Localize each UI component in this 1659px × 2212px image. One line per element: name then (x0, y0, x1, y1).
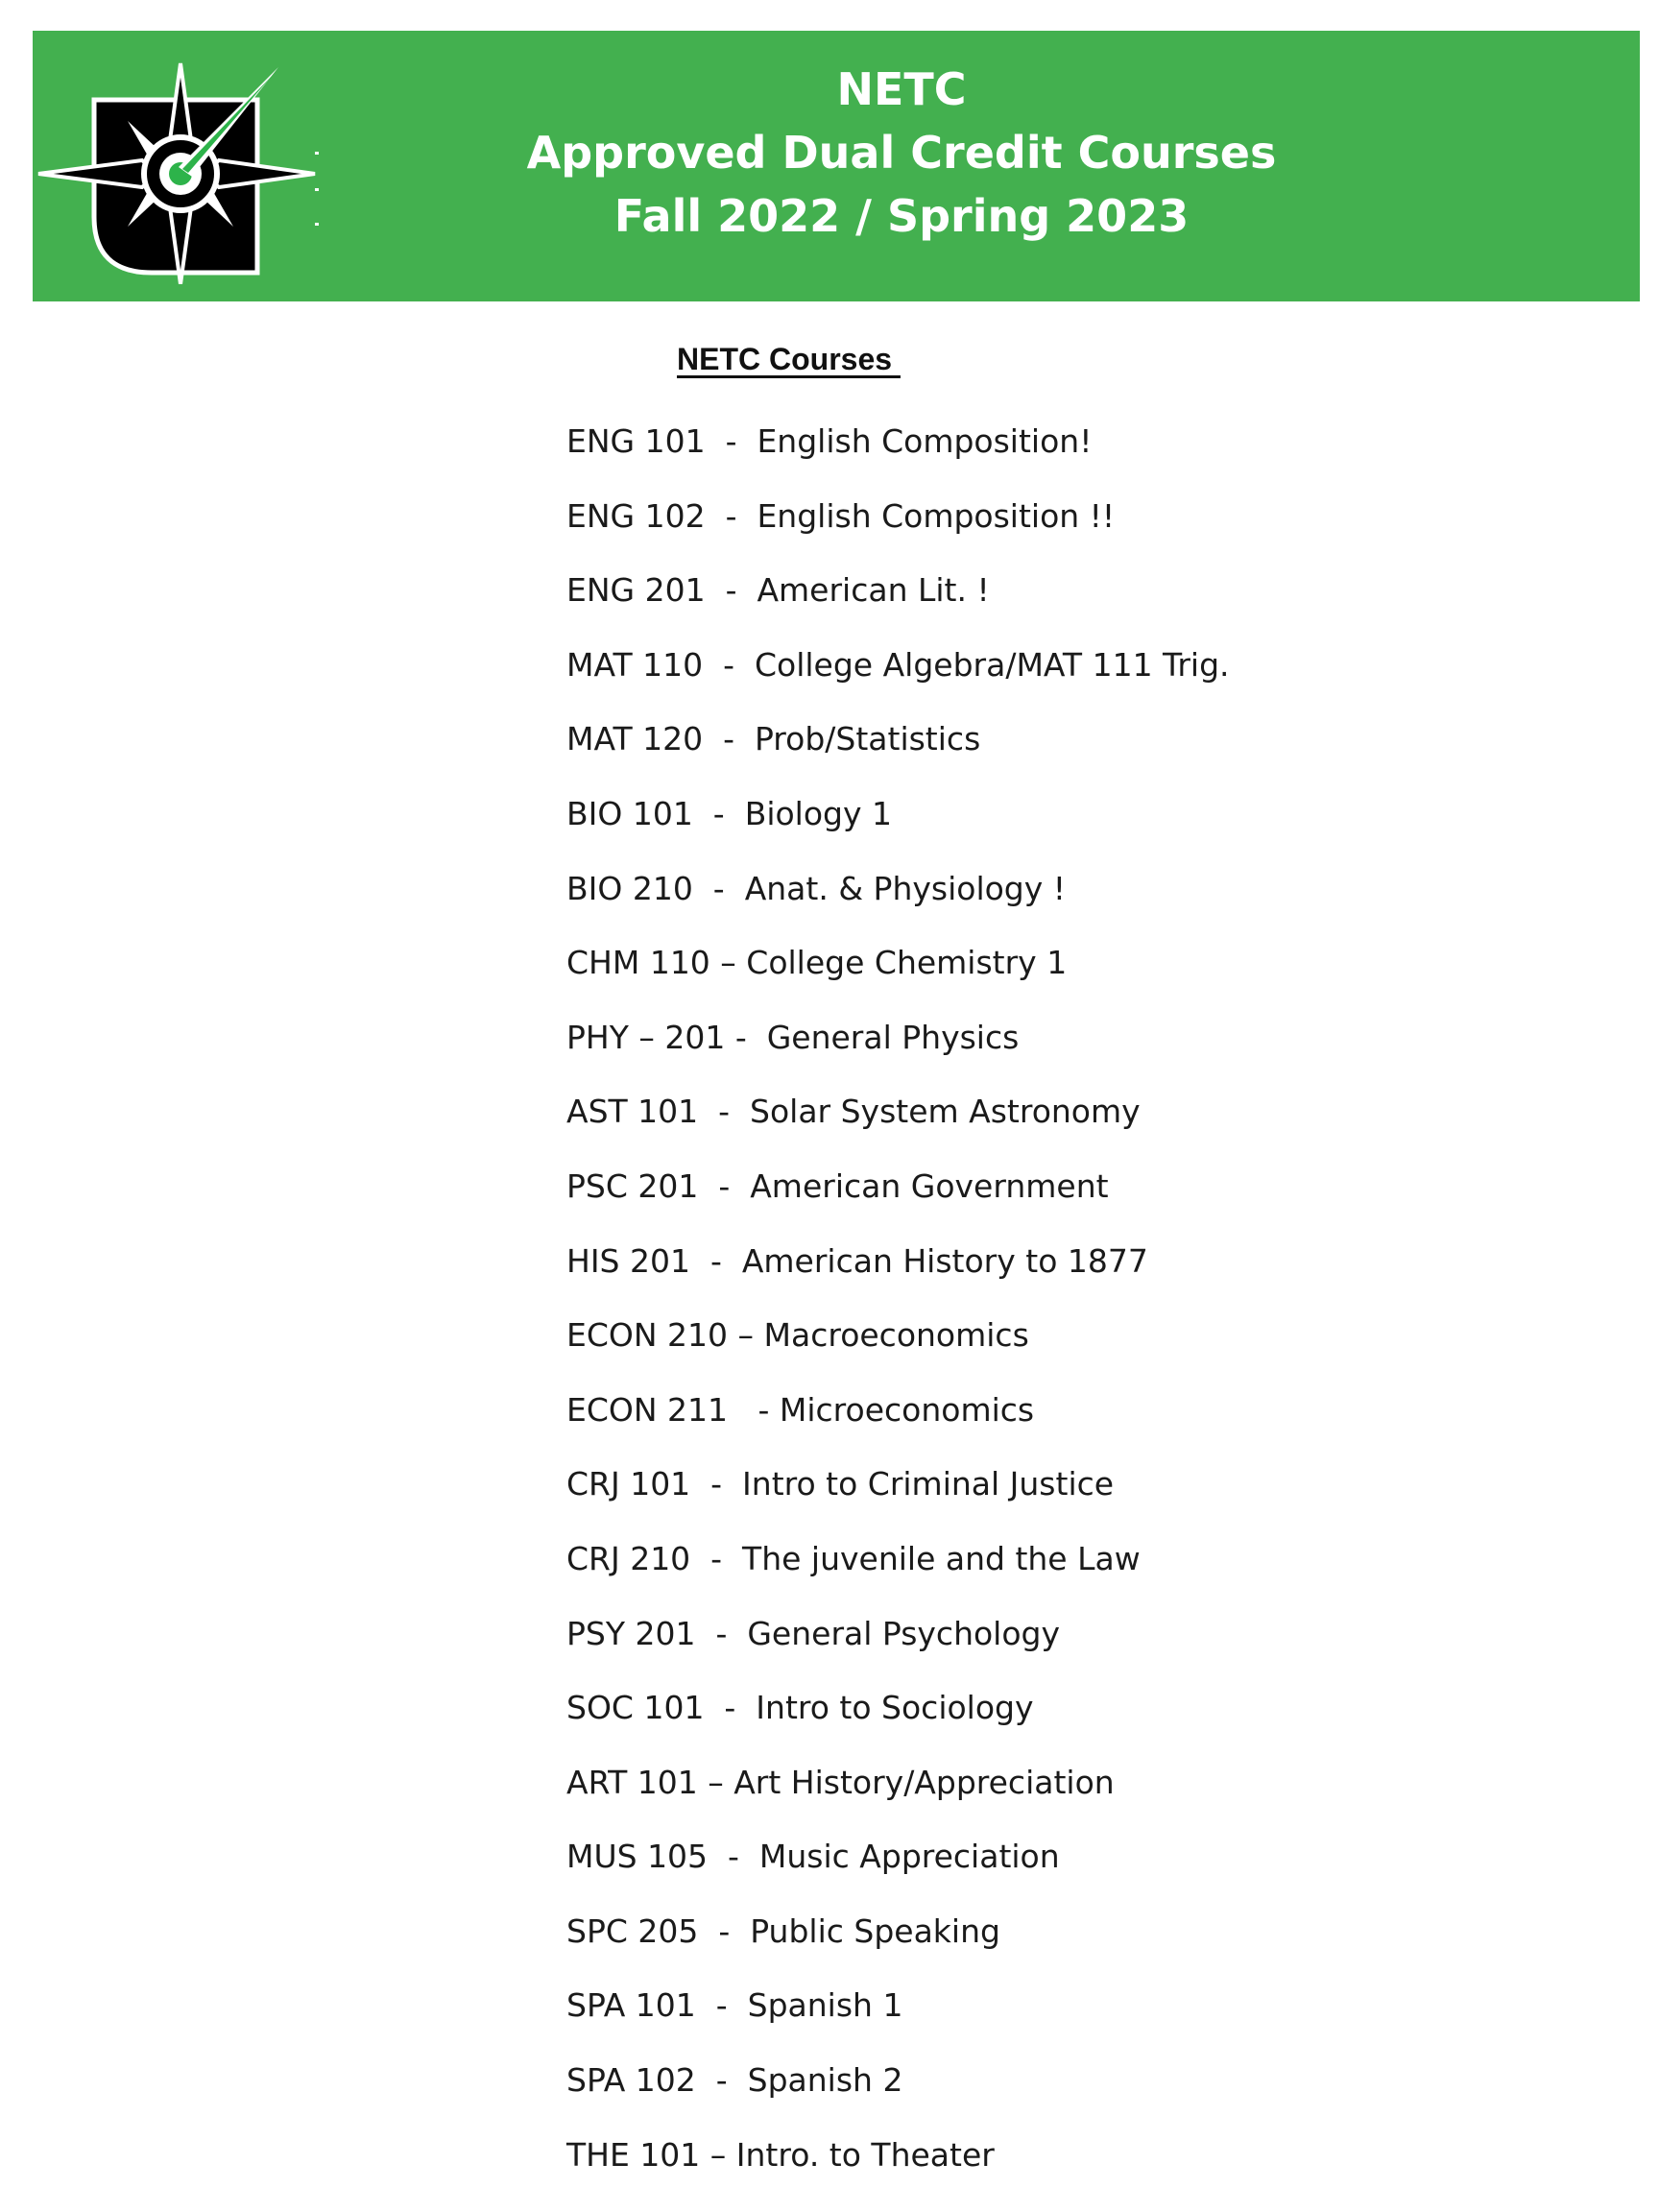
course-item: ENG 102 - English Composition !! (566, 496, 1116, 535)
course-item: SPA 101 - Spanish 1 (566, 1986, 903, 2025)
course-item: ECON 211 - Microeconomics (566, 1390, 1035, 1429)
course-item: HIS 201 - American History to 1877 (566, 1241, 1148, 1280)
compass-logo-icon (36, 54, 325, 284)
course-item: ART 101 – Art History/Appreciation (566, 1763, 1115, 1801)
course-item: SPC 205 - Public Speaking (566, 1911, 1000, 1950)
course-item: MAT 110 - College Algebra/MAT 111 Trig. (566, 645, 1230, 684)
course-item: MUS 105 - Music Appreciation (566, 1838, 1060, 1876)
course-item: ECON 210 – Macroeconomics (566, 1316, 1029, 1355)
course-item: ENG 101 - English Composition! (566, 422, 1093, 460)
course-item: PHY – 201 - General Physics (566, 1018, 1020, 1056)
course-item: SPA 102 - Spanish 2 (566, 2061, 903, 2100)
header-title-line-1: NETC (836, 63, 967, 115)
course-item: PSY 201 - General Psychology (566, 1614, 1061, 1652)
course-item: CRJ 210 - The juvenile and the Law (566, 1539, 1141, 1577)
course-item: AST 101 - Solar System Astronomy (566, 1093, 1141, 1131)
header-title-line-3: Fall 2022 / Spring 2023 (613, 190, 1190, 242)
course-item: PSC 201 - American Government (566, 1166, 1109, 1205)
header-banner (33, 31, 1640, 301)
section-title: NETC Courses (677, 342, 901, 376)
header-title (445, 58, 1358, 248)
course-item: MAT 120 - Prob/Statistics (566, 720, 981, 758)
course-item: ENG 201 - American Lit. ! (566, 571, 990, 610)
course-list (566, 413, 1230, 2200)
course-item: THE 101 – Intro. to Theater (566, 2135, 995, 2174)
course-item: CRJ 101 - Intro to Criminal Justice (566, 1465, 1115, 1503)
course-item: CHM 110 – College Chemistry 1 (566, 944, 1068, 982)
course-item: BIO 210 - Anat. & Physiology ! (566, 869, 1066, 907)
course-item: BIO 101 - Biology 1 (566, 794, 893, 832)
course-item: SOC 101 - Intro to Sociology (566, 1689, 1034, 1727)
header-title-line-2: Approved Dual Credit Courses (526, 127, 1277, 179)
